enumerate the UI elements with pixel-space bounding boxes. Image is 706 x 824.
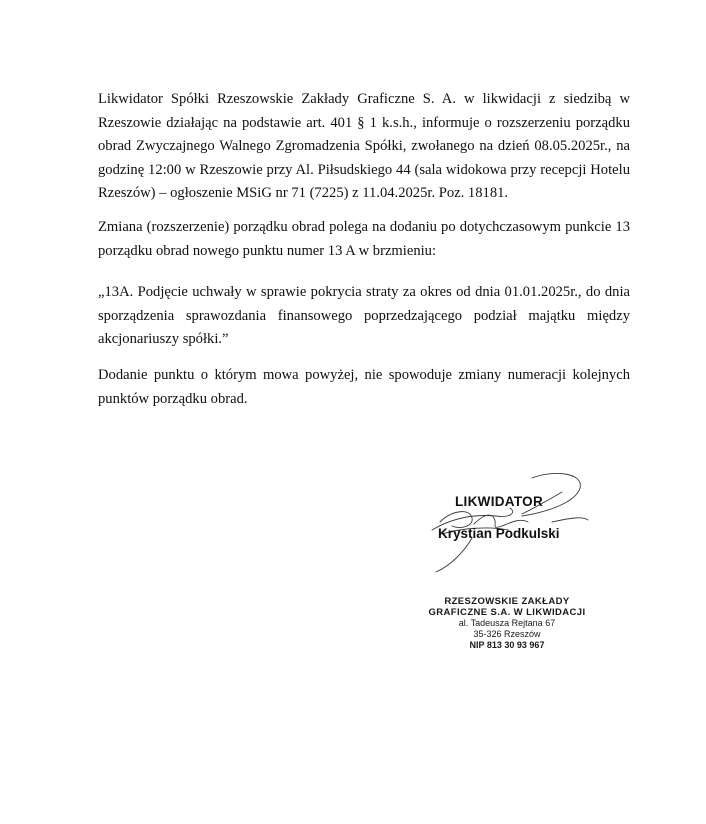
liquidator-title-stamp: LIKWIDATOR [455,494,543,509]
company-stamp-nip: NIP 813 30 93 967 [469,640,545,650]
numbering-note-paragraph: Dodanie punktu o którym mowa powyżej, nie spowoduje zmiany numeracji kolejnych punktów porządku obrad. [98,367,630,407]
new-agenda-item-quote: „13A. Podjęcie uchwały w sprawie pokrycia straty za okres od dnia 01.01.2025r., do dnia sporządzenia sprawozdania finansowego poprzedzającego podział majątku między akcjonariuszy spółki.” [98,284,630,347]
handwritten-signature [412,468,602,580]
company-stamp-line: RZESZOWSKIE ZAKŁADY [444,596,570,607]
announcement-paragraph: Likwidator Spółki Rzeszowskie Zakłady Graficzne S. A. w likwidacji z siedzibą w Rzeszowie działając na podstawie art. 401 § 1 k.s.h., informuje o rozszerzeniu porządku obrad Zwyczajnego Walnego Zgromadzenia Spółki, zwołanego na dzień 08.05.2025r., na godzinę 12:00 w Rzeszowie przy Al. Piłsudskiego 44 (sala widokowa przy recepcji Hotelu Rzeszów) – ogłoszenie MSiG nr 71 (7225) z 11.04.2025r. Poz. 18181. [98,91,630,201]
company-stamp [418,596,596,651]
agenda-change-paragraph: Zmiana (rozszerzenie) porządku obrad polega na dodaniu po dotychczasowym punkcie 13 porządku obrad nowego punktu numer 13 A w brzmieniu: [98,219,630,259]
company-stamp-postal: 35-326 Rzeszów [473,629,541,639]
company-stamp-address: al. Tadeusza Rejtana 67 [458,618,556,628]
liquidator-name-stamp: Krystian Podkulski [438,526,560,541]
company-stamp-line: GRAFICZNE S.A. W LIKWIDACJI [428,607,586,618]
